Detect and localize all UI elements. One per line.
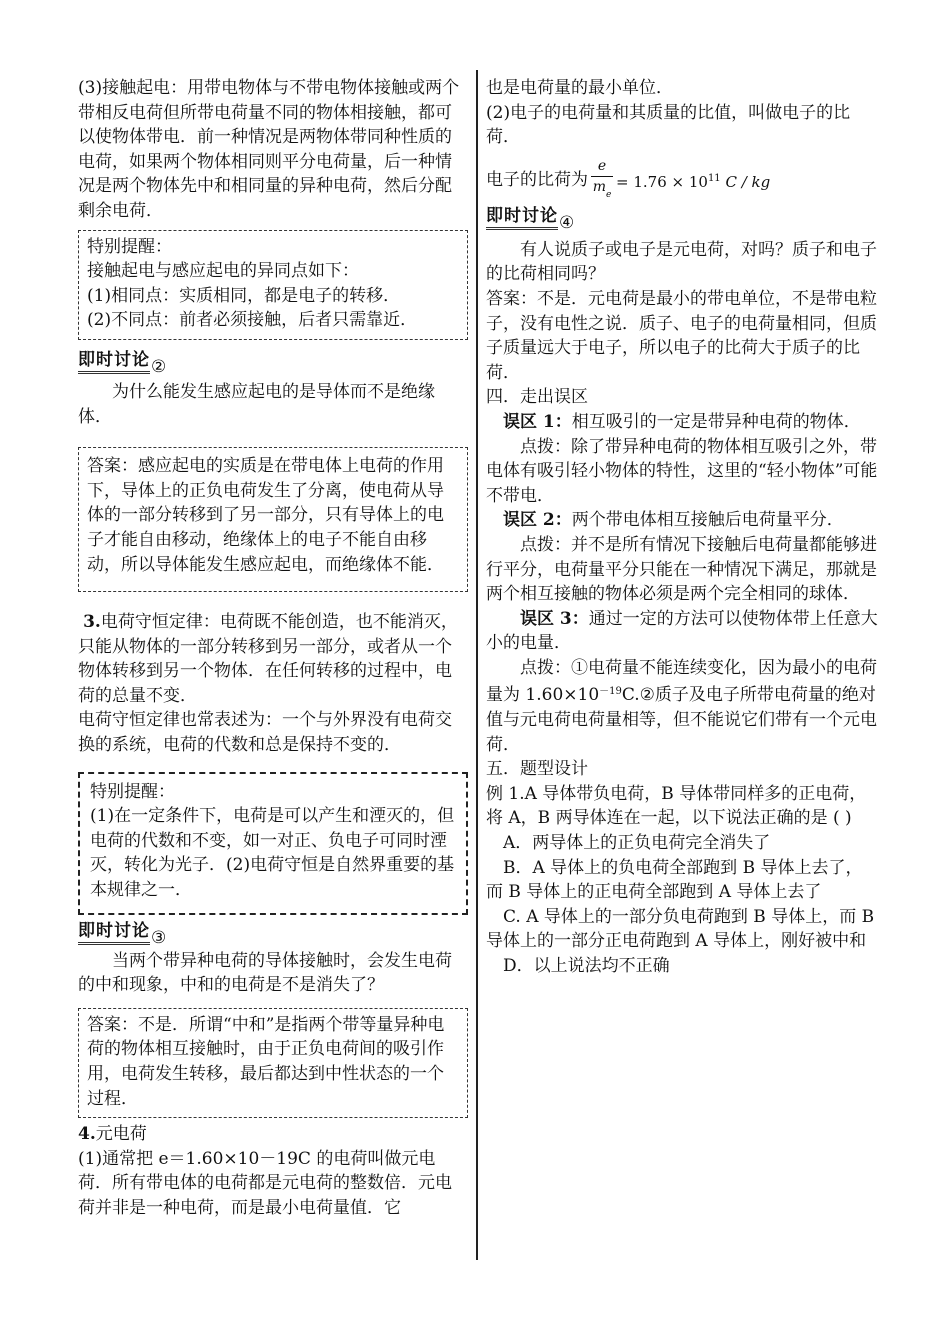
example-1: 例 1.A 导体带负电荷，B 导体带同样多的正电荷，将 A，B 两导体连在一起，以下说法正确的是 ( ) [486, 783, 867, 829]
note2-title: 特别提醒： [90, 781, 175, 802]
section-five-heading: 五．题型设计 [486, 759, 588, 780]
fraction-denominator: $m_e$ [592, 179, 612, 201]
formula-value: = $1.76 \times 10^{11}$ C / kg [616, 172, 771, 191]
column-divider [476, 70, 478, 1260]
right-column [486, 76, 878, 979]
discussion-label: 即时讨论 [486, 206, 558, 230]
option-c: C. A 导体上的一部分负电荷跑到 B 导体上，而 B 导体上的一部分正电荷跑到 A 导体上，刚好被中和 [486, 906, 875, 952]
option-d: D．以上说法均不正确 [503, 956, 670, 976]
misconception-3-text: 通过一定的方法可以使物体带上任意大小的电量． [486, 608, 878, 654]
section-4-title: 元电荷 [95, 1124, 147, 1145]
contact-charging-paragraph: (3)接触起电：用带电物体与不带电物体接触或两个带相反电荷但所带电荷量不同的物体相接触，都可以使物体带电．前一种情况是两物体带同种性质的电荷，如果两个物体相同则平分电荷量，后一种情况是两个物体先中和相同量的异种电荷，然后分配剩余电荷． [78, 78, 460, 221]
section-3-number: 3. [83, 612, 101, 633]
misconception-3-tip: 点拨：①电荷量不能连续变化，因为最小的电荷量为 $1.60\times 10^{-19}C.②$质子及电子所带电荷量的绝对值与元电荷电荷量相等，但不能说它们带有一个元电荷． [486, 657, 877, 755]
answer-4: 答案：不是．元电荷是最小的带电单位，不是带电粒子，没有电性之说．质子、电子的电荷量相同，但质子质量远大于电子，所以电子的比荷大于质子的比荷． [486, 288, 877, 383]
formula-unit: C / kg [725, 172, 771, 191]
section-4-heading [78, 1122, 468, 1147]
continued-line: 也是电荷量的最小单位． [486, 78, 673, 98]
note2-body: (1)在一定条件下，电荷是可以产生和湮灭的，但电荷的代数和不变，如一对正、负电子可同时湮灭，转化为光子．(2)电荷守恒是自然界重要的基本规律之一． [90, 806, 455, 901]
specific-charge-formula [486, 150, 878, 212]
misconception-3 [486, 607, 878, 656]
question-4: 有人说质子或电子是元电荷，对吗？质子和电子的比荷相同吗？ [486, 239, 877, 285]
misconception-2-label: 误区 2： [503, 510, 572, 531]
misconception-3-label: 误区 3： [520, 608, 589, 629]
discussion-heading-3 [78, 919, 468, 949]
discussion-number: ② [151, 357, 167, 378]
question-2: 为什么能发生感应起电的是导体而不是绝缘体． [78, 381, 435, 427]
formula-fraction [591, 158, 613, 203]
note1-line3: (2)不同点：前者必须接触，后者只需靠近． [87, 310, 418, 331]
fraction-numerator: e [597, 158, 607, 175]
option-b: B．A 导体上的负电荷全部跑到 B 导体上去了，而 B 导体上的正电荷全部跑到 A 导体上去了 [486, 857, 863, 903]
discussion-number: ④ [559, 213, 575, 234]
misconception-1 [486, 410, 878, 435]
misconception-1-tip: 点拨：除了带异种电荷的物体相互吸引之外，带电体有吸引轻小物体的特性，这里的“轻小物体”可能不带电． [486, 436, 878, 506]
discussion-label: 即时讨论 [78, 350, 150, 374]
denominator-subscript: e [605, 190, 612, 201]
tip-exponent: －19 [599, 686, 622, 698]
note1-title: 特别提醒： [87, 236, 172, 257]
section-3-alt: 电荷守恒定律也常表述为：一个与外界没有电荷交换的系统，电荷的代数和总是保持不变的． [78, 710, 452, 756]
note1-line2: (1)相同点：实质相同，都是电子的转移． [87, 285, 401, 306]
fraction-bar [591, 176, 613, 177]
left-column [78, 76, 468, 1221]
section-4-number: 4. [78, 1124, 96, 1145]
note-box-2 [78, 772, 468, 915]
section-4-paragraph-1: (1)通常把 e＝1.60×10－19C 的电荷叫做元电荷．所有带电体的电荷都是元电荷的整数倍．元电荷并非是一种电荷，而是最小电荷量值．它 [78, 1148, 452, 1218]
note-box-1 [78, 230, 468, 340]
misconception-2-tip: 点拨：并不是所有情况下接触后电荷量都能够进行平分，电荷量平分只能在一种情况下满足，那就是两个相互接触的物体必须是两个完全相同的球体． [486, 534, 877, 605]
question-3: 当两个带异种电荷的导体接触时，会发生电荷的中和现象，中和的电荷是不是消失了？ [78, 950, 452, 996]
answer-2: 答案：感应起电的实质是在带电体上电荷的作用下，导体上的正负电荷发生了分离，使电荷从导体的一部分转移到了另一部分，只有导体上的电子才能自由移动，绝缘体上的电子不能自由移动，所以导体能发生感应起电，而绝缘体不能． [87, 456, 444, 575]
misconception-1-label: 误区 1： [503, 411, 572, 432]
formula-exponent: 11 [707, 172, 721, 184]
note1-line1: 接触起电与感应起电的异同点如下： [87, 261, 359, 282]
answer-box-3 [78, 1008, 468, 1118]
specific-charge-paragraph: (2)电子的电荷量和其质量的比值，叫做电子的比荷． [486, 102, 851, 148]
section-four-heading: 四．走出误区 [486, 387, 588, 408]
section-3-paragraph [78, 610, 468, 708]
section-3-text: 电荷守恒定律：电荷既不能创造，也不能消灭，只能从物体的一部分转移到另一部分，或者从一个物体转移到另一个物体．在任何转移的过程中，电荷的总量不变． [78, 612, 458, 706]
discussion-label: 即时讨论 [78, 921, 150, 945]
formula-prefix: 电子的比荷为 [486, 170, 588, 191]
answer-box-2 [78, 447, 468, 592]
misconception-2 [486, 508, 878, 533]
discussion-heading-4 [486, 205, 878, 234]
discussion-number: ③ [151, 928, 167, 949]
misconception-2-text: 两个带电体相互接触后电荷量平分． [571, 510, 844, 531]
option-a: A．两导体上的正负电荷完全消失了 [503, 833, 771, 854]
misconception-1-text: 相互吸引的一定是带异种电荷的物体． [571, 411, 861, 432]
discussion-heading-2 [78, 344, 468, 378]
answer-3: 答案：不是．所谓“中和”是指两个带等量异种电荷的物体相互接触时，由于正负电荷间的吸引作用，电荷发生转移，最后都达到中性状态的一个过程． [87, 1014, 445, 1109]
